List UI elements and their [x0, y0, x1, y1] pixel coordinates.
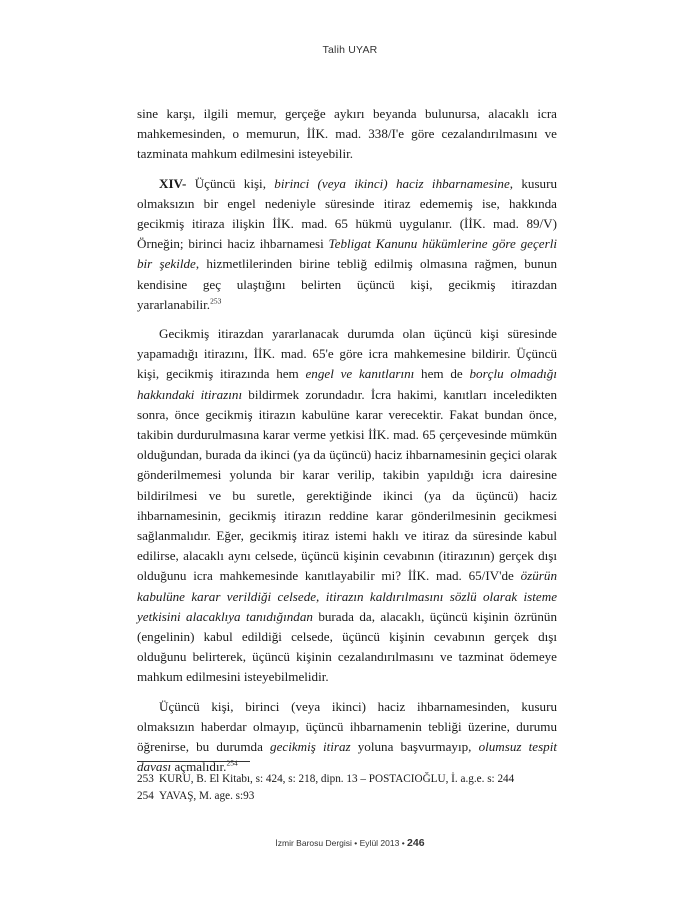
footnotes	[137, 771, 557, 804]
paragraph-4	[137, 697, 557, 778]
paragraph-3-italic-f: özürün kabulüne karar verildiği celsede, itirazın kaldırılmasını sözlü olarak isteme yetkisini alacaklıya tanıdığından	[137, 568, 557, 624]
paragraph-3-italic-b: engel ve kanıtlarını	[305, 366, 415, 382]
paragraph-4-text-c: yoluna başvurmayıp,	[350, 739, 479, 755]
paragraph-1	[137, 104, 557, 165]
footnote-ref-253[interactable]: 253	[210, 296, 222, 306]
paragraph-2	[137, 174, 557, 315]
running-header	[0, 44, 700, 56]
footnote-text: YAVAŞ, M. age. s:93	[159, 789, 255, 802]
footer-separator: •	[399, 838, 408, 848]
footer-journal: İzmir Barosu Dergisi	[275, 838, 352, 848]
paragraph-2-italic-d: Tebligat Kanunu hükümlerine göre geçerli bir şekilde	[137, 236, 557, 272]
footnote-text: KURU, B. El Kitabı, s: 424, s: 218, dipn. 13 – POSTACIOĞLU, İ. a.g.e. s: 244	[159, 773, 515, 785]
paragraph-2-italic-b: birinci (veya ikinci) haciz ihbarnamesine	[274, 175, 510, 191]
footnote-number: 253	[137, 773, 154, 785]
paragraph-3	[137, 324, 557, 688]
paragraph-2-text-e: , hizmetlilerinden birine tebliğ edilmiş olmasına rağmen, bunun kendisine geç ulaştığını belirten üçüncü kişi, gecikmiş itirazdan yararlanabilir.	[137, 256, 557, 312]
paragraph-4-italic-b: gecikmiş itiraz	[270, 739, 351, 755]
section-marker: XIV-	[159, 175, 187, 191]
paragraph-3-text-a: Gecikmiş itirazdan yararlanacak durumda olan üçüncü kişi süresinde yapamadığı itirazını, İİK. mad. 65'e göre icra mahkemesine bildirir. Üçüncü kişi, gecikmiş itirazında hem	[137, 326, 557, 382]
paragraph-4-italic-d: olumsuz tespit davası	[137, 739, 558, 775]
paragraph-4-text-a: Üçüncü kişi, birinci (veya ikinci) haciz ihbarnamesinden, kusuru olmaksızın haberdar olmayıp, üçüncü ihbarnamenin tebliği üzerine, durumu öğrenirse, bu durumda	[137, 698, 557, 755]
paragraph-2-text-a: Üçüncü kişi,	[186, 175, 275, 191]
paragraph-1-text: sine karşı, ilgili memur, gerçeğe aykırı beyanda bulunursa, alacaklı icra mahkemesinden, o memurun, İİK. mad. 338/I'e göre cezalandırılmasını ve tazminata mahkum edilmesini isteyebilir.	[137, 106, 557, 162]
footnote-ref-254[interactable]: 254	[226, 758, 238, 768]
footnote-254	[137, 788, 557, 805]
footer-date: Eylül 2013	[359, 838, 400, 848]
main-text	[137, 104, 557, 787]
running-footer	[0, 837, 700, 849]
header-author: Talih UYAR	[322, 44, 378, 56]
page-number: 246	[407, 837, 425, 849]
paragraph-3-text-e: bildirmek zorundadır. İcra hakimi, kanıtları inceledikten sonra, önce gecikmiş itirazın kabulüne karar verecektir. Fakat bundan önce, takibin durdurulmasına karar verme yetkisi İİK. mad. 65 çerçevesinde mümkün olduğundan, burada da ikinci (ya da üçüncü) haciz ihbarnamesinin geçici olarak gönderilmemesi yolunda bir karar verilip, takibin yapıldığı icra dairesine bildirilmesi ve bu suretle, gerektiğinde ikinci (ya da üçüncü) haciz ihbarnamesinin, gecikmiş itirazın reddine karar gönderilmesinin gecikmesi sağlanmalıdır. Eğer, gecikmiş itiraz istemi haklı ve itiraz da süresinde kabul edilirse, alacaklı aynı celsede, üçüncü kişinin cevabının (itirazının) gerçek dışı olduğunu icra mahkemesinde kanıtlayabilir mi? İİK. mad. 65/IV'de	[137, 386, 557, 584]
paragraph-2-text-c: , kusuru olmaksızın bir engel nedeniyle süresinde itiraz edememiş ise, hakkında gecikmiş itiraza ilişkin İİK. mad. 65 hükmü uygulanır. (İİK. mad. 89/V) Örneğin; birinci haciz ihbarnamesi	[137, 175, 558, 252]
paragraph-3-text-c: hem de	[414, 366, 470, 382]
footer-separator: •	[351, 838, 360, 848]
footnote-divider	[137, 761, 250, 762]
paragraph-3-text-g: burada da, alacaklı, üçüncü kişinin özrünün (engelinin) kabul edildiği celsede, üçüncü kişinin cevabının gerçek dışı olduğunu belirterek, üçüncü kişinin cezalandırılmasını ve tazminat ödemeye mahkum edilmesini isteyebilmelidir.	[137, 608, 557, 685]
footnote-253	[137, 771, 557, 788]
footnote-number: 254	[137, 789, 154, 802]
paragraph-3-italic-d: borçlu olmadığı hakkındaki itirazını	[137, 366, 557, 402]
paragraph-4-text-e: açmalıdır.	[171, 759, 227, 775]
